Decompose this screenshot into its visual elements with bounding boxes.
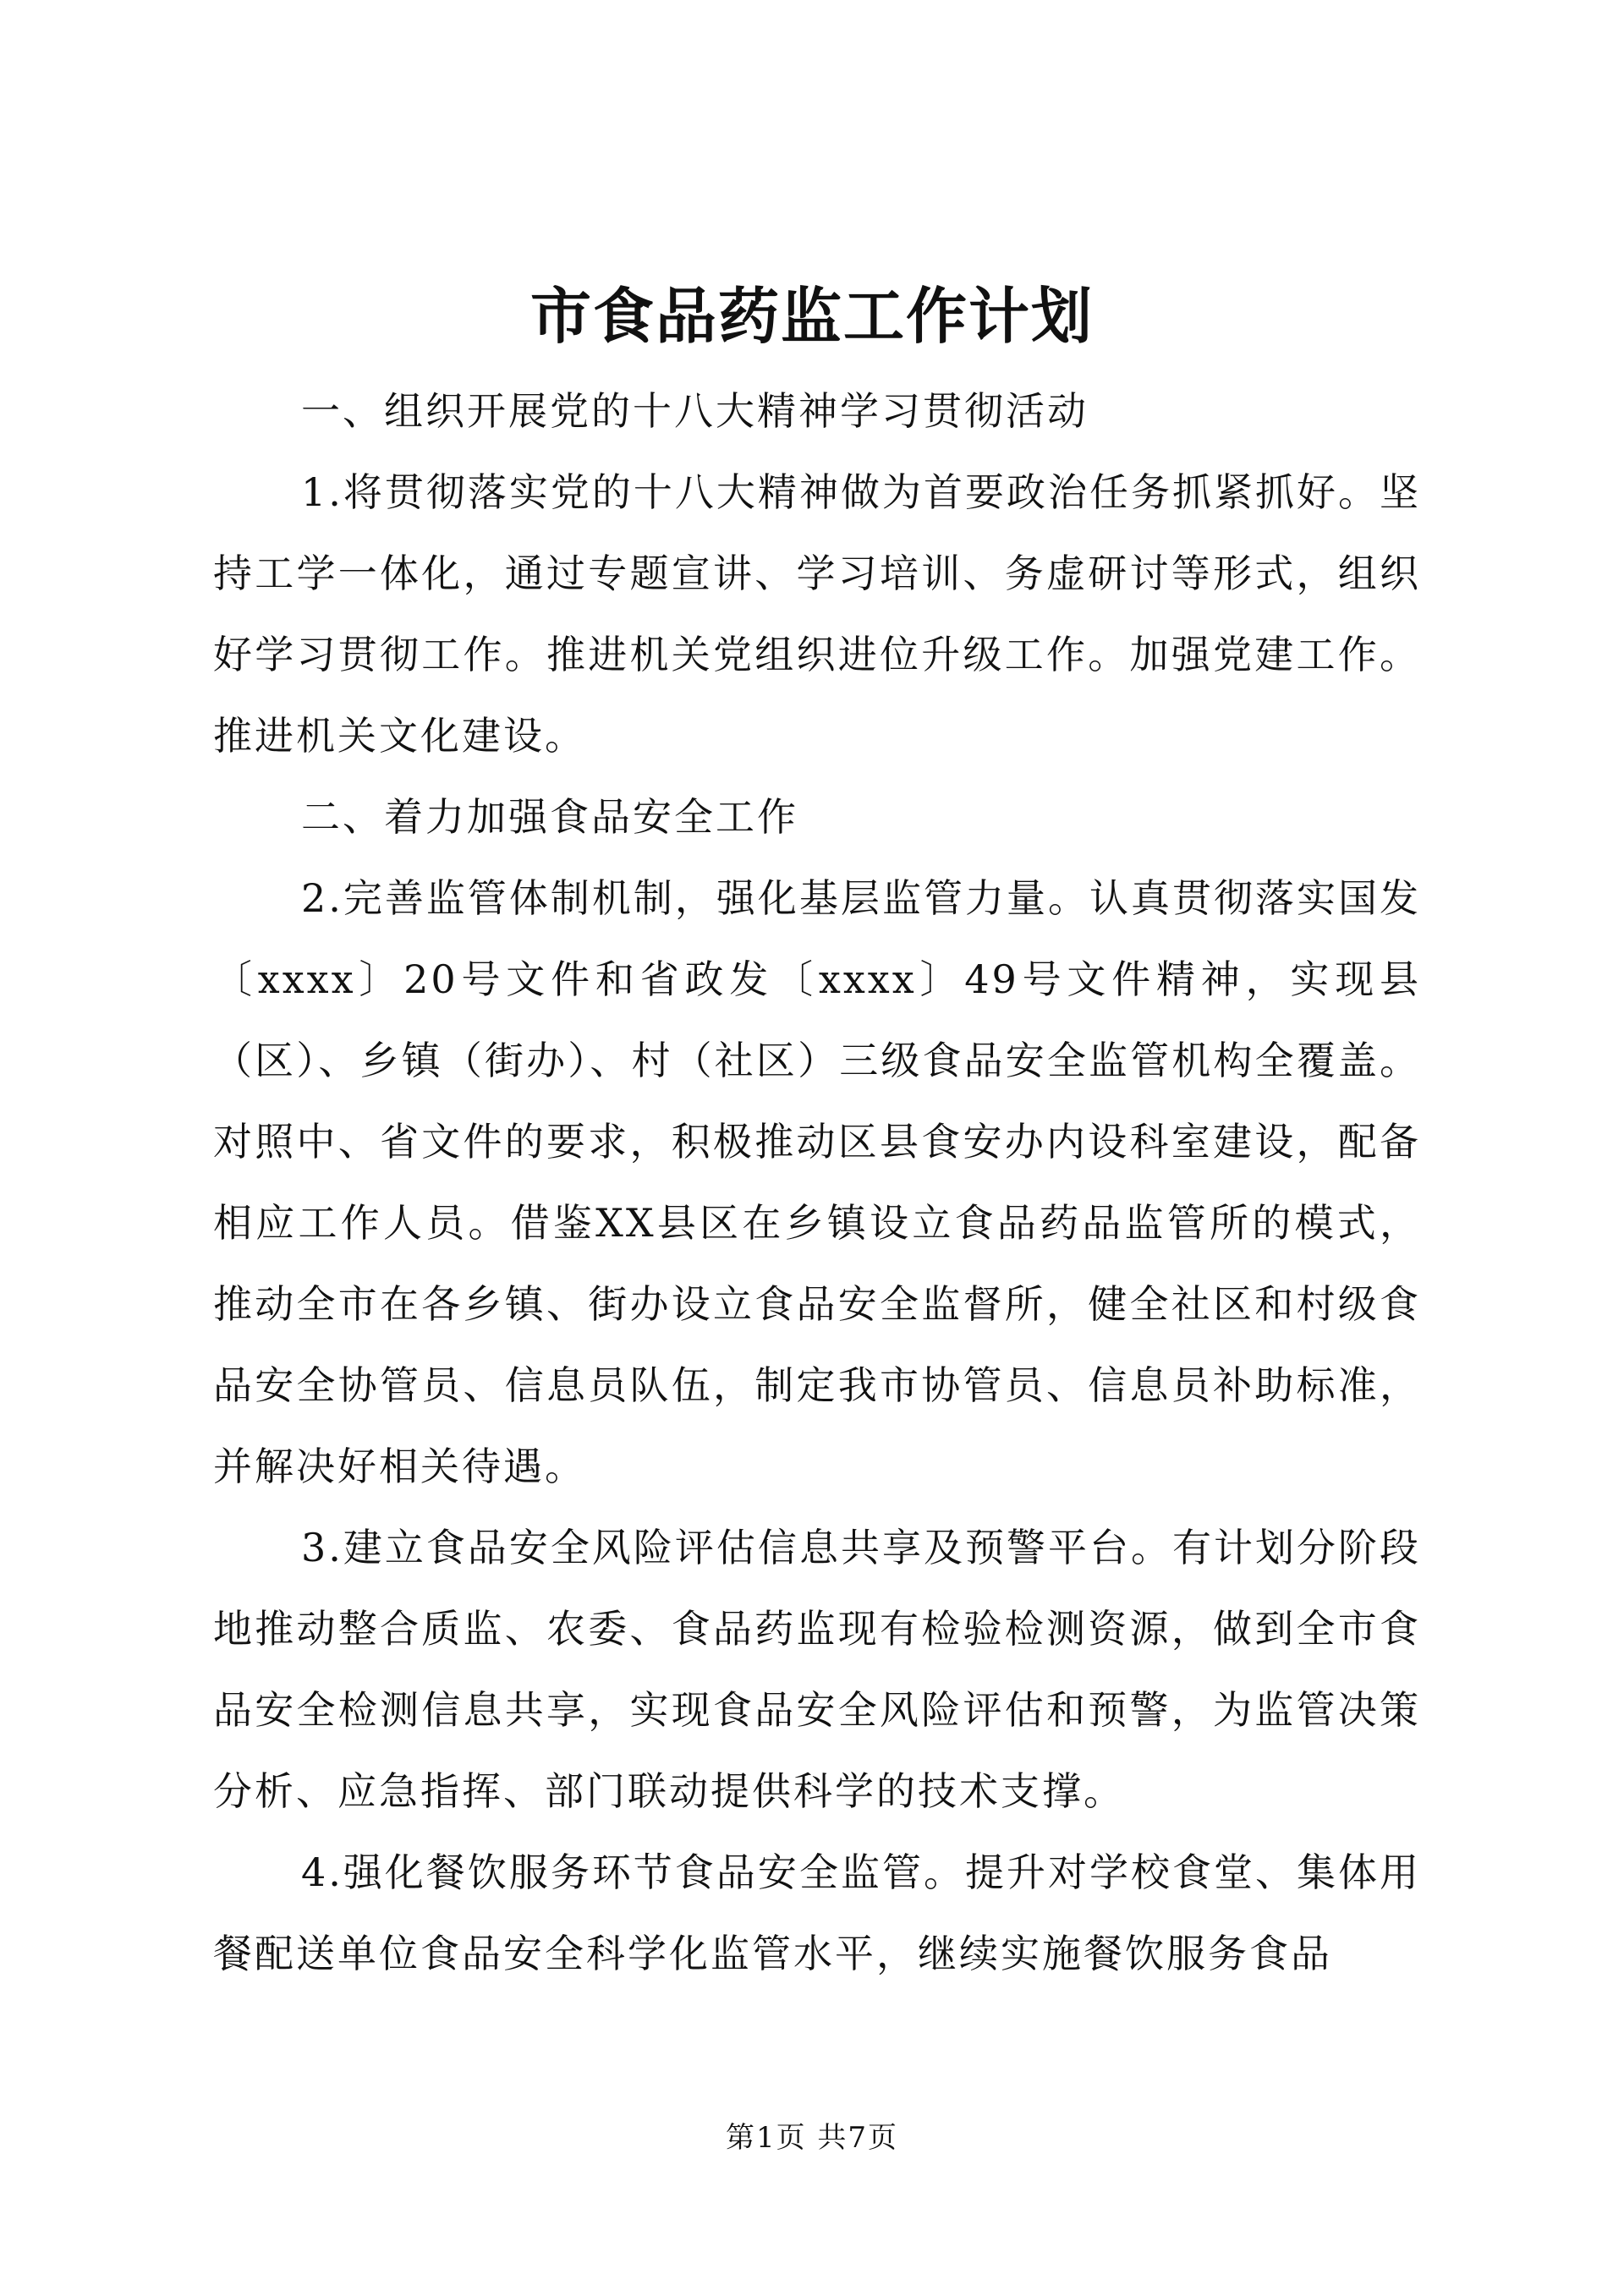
paragraph-2: 2.完善监管体制机制，强化基层监管力量。认真贯彻落实国发〔xxxx〕20号文件和省政发〔xxxx〕49号文件精神，实现县（区）、乡镇（街办）、村（社区）三级食品安全监管机构全覆盖。对照中、省文件的要求，积极推动区县食安办内设科室建设，配备相应工作人员。借鉴XX县区在乡镇设立食品药品监管所的模式，推动全市在各乡镇、街办设立食品安全监督所，健全社区和村级食品安全协管员、信息员队伍，制定我市协管员、信息员补助标准，并解决好相关待遇。 <box>213 875 1421 1489</box>
paragraph-3: 3.建立食品安全风险评估信息共享及预警平台。有计划分阶段地推动整合质监、农委、食品药监现有检验检测资源，做到全市食品安全检测信息共享，实现食品安全风险评估和预警，为监管决策分析、应急指挥、部门联动提供科学的技术支撑。 <box>213 1525 1421 1814</box>
section-heading-2: 二、着力加强食品安全工作 <box>301 794 798 840</box>
document-title: 市食品药监工作计划 <box>529 280 1094 352</box>
paragraph-4: 4.强化餐饮服务环节食品安全监管。提升对学校食堂、集体用餐配送单位食品安全科学化监管水平，继续实施餐饮服务食品 <box>213 1849 1421 1976</box>
document-body <box>213 370 1421 1994</box>
paragraph-1: 1.将贯彻落实党的十八大精神做为首要政治任务抓紧抓好。坚持工学一体化，通过专题宣讲、学习培训、务虚研讨等形式，组织好学习贯彻工作。推进机关党组织进位升级工作。加强党建工作。推进机关文化建设。 <box>213 469 1421 759</box>
page-footer: 第1页 共7页 <box>725 2121 899 2155</box>
section-heading-1: 一、组织开展党的十八大精神学习贯彻活动 <box>301 388 1089 434</box>
